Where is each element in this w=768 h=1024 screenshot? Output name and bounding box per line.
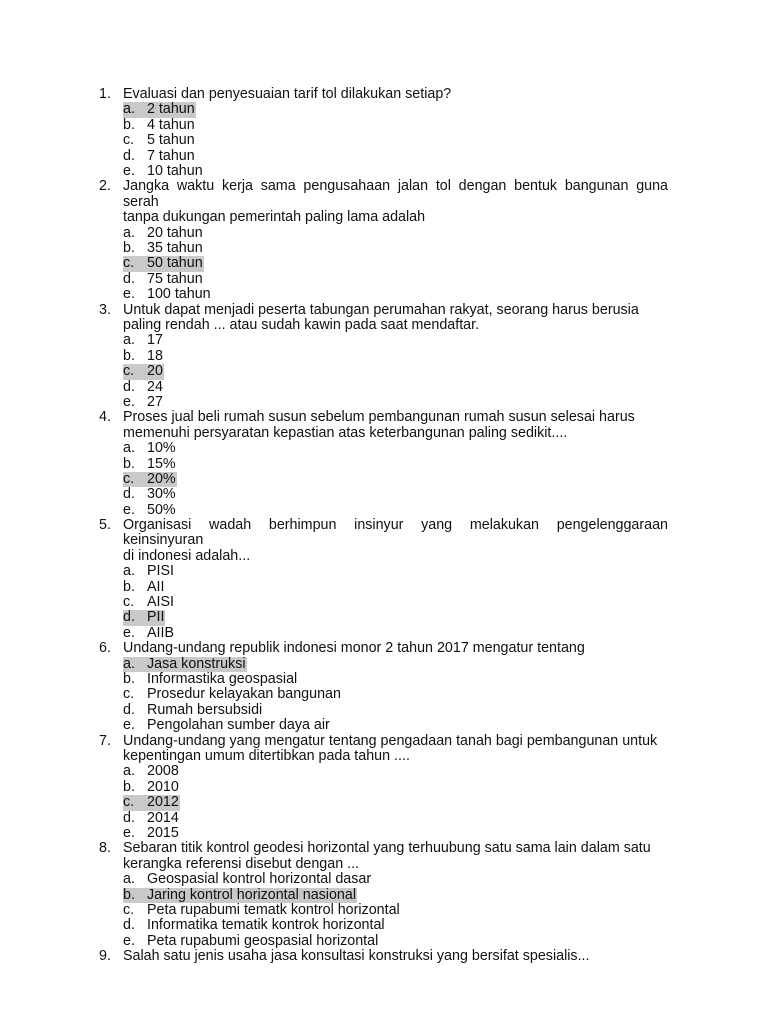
answer-choice [123,457,177,472]
question-4 [0,410,768,518]
highlighted-answer [123,256,204,271]
option-text: 20 [147,363,163,380]
question-number: 9. [99,948,111,965]
question-number: 6. [99,640,111,657]
answer-option-1-c [123,133,768,148]
answer-option-3-c [123,364,768,379]
option-letter: d. [123,701,135,718]
answer-option-5-b [123,580,768,595]
option-text: 5 tahun [147,132,195,149]
answer-option-2-a [123,226,768,241]
answer-choice [123,718,331,733]
question-text: memenuhi persyaratan kepastian atas keterbangunan paling sedikit.... [123,424,568,441]
question-text-line [123,210,668,225]
option-text: PISI [147,563,175,580]
option-text: AISI [147,594,175,611]
option-letter: d. [123,809,135,826]
answer-option-5-d [123,610,768,625]
question-text-line [99,301,668,318]
option-text: Prosedur kelayakan bangunan [147,686,341,703]
answer-option-2-c [123,256,768,271]
question-1 [0,87,768,179]
option-letter: c. [123,470,135,487]
option-letter: e. [123,932,135,949]
highlighted-answer [123,364,164,379]
option-text: 75 tahun [147,270,203,287]
answer-choice [123,687,342,702]
option-letter: c. [123,255,135,272]
question-7 [0,734,768,842]
option-text: 10 tahun [147,162,203,179]
option-letter: b. [123,239,135,256]
option-letter: d. [123,270,135,287]
answer-choice [123,811,180,826]
question-text: Salah satu jenis usaha jasa konsultasi konstruksi yang bersifat spesialis... [123,948,590,965]
question-number: 1. [99,86,111,102]
option-letter: b. [123,116,135,133]
answer-option-7-c [123,795,768,810]
question-6 [0,641,768,733]
answer-option-8-c [123,903,768,918]
answer-option-5-a [123,564,768,579]
question-number: 3. [99,301,111,318]
option-text: 24 [147,378,163,395]
option-text: 2014 [147,809,179,826]
option-text: AII [147,578,165,595]
option-text: Informastika geospasial [147,671,298,688]
option-letter: d. [123,378,135,395]
highlighted-answer [123,102,196,117]
highlighted-answer [123,472,177,487]
option-letter: b. [123,671,135,688]
option-text: 2012 [147,794,179,811]
question-text-line [99,86,668,102]
option-text: Jaring kontrol horizontal nasional [147,886,357,903]
option-text: 2008 [147,763,179,780]
option-letter: a. [123,763,135,780]
option-letter: a. [123,871,135,888]
answer-option-3-b [123,349,768,364]
question-text: kerangka referensi disebut dengan ... [123,855,360,872]
answer-choice [123,149,196,164]
question-text: Evaluasi dan penyesuaian tarif tol dilakukan setiap? [123,86,452,102]
answer-option-4-e [123,503,768,518]
answer-choice [123,241,204,256]
option-letter: a. [123,224,135,241]
highlighted-answer [123,610,165,625]
option-letter: b. [123,455,135,472]
answer-option-4-b [123,457,768,472]
option-letter: d. [123,147,135,164]
question-number: 2. [99,178,111,195]
question-text-line [99,840,668,857]
question-number: 4. [99,409,111,426]
question-5 [0,518,768,641]
option-letter: c. [123,594,135,611]
option-letter: c. [123,686,135,703]
option-text: 17 [147,332,163,349]
question-text-line [123,318,668,333]
option-text: Peta rupabumi tematk kontrol horizontal [147,901,400,918]
option-letter: b. [123,778,135,795]
question-text-line [99,517,668,549]
question-text: Proses jual beli rumah susun sebelum pembangunan rumah susun selesai harus [123,409,635,426]
option-letter: b. [123,347,135,364]
answer-choice [123,672,298,687]
question-3 [0,303,768,411]
answer-option-5-c [123,595,768,610]
answer-option-8-a [123,872,768,887]
answer-option-4-d [123,487,768,502]
answer-option-6-a [123,657,768,672]
option-text: Informatika tematik kontrok horizontal [147,917,385,934]
answer-choice [123,626,175,641]
answer-choice [123,503,177,518]
option-text: 2015 [147,824,179,841]
question-text: di indonesi adalah... [123,547,251,564]
option-text: 2010 [147,778,179,795]
answer-choice [123,118,196,133]
answer-choice [123,395,164,410]
answer-option-4-a [123,441,768,456]
answer-choice [123,349,164,364]
option-letter: c. [123,794,135,811]
question-text: Untuk dapat menjadi peserta tabungan perumahan rakyat, seorang harus berusia [123,301,639,318]
option-text: 30% [147,486,176,503]
option-letter: a. [123,655,135,672]
answer-choice [123,764,180,779]
answer-choice [123,164,204,179]
answer-choice [123,918,386,933]
option-text: 27 [147,393,163,410]
option-letter: d. [123,917,135,934]
question-text: paling rendah ... atau sudah kawin pada saat mendaftar. [123,316,480,333]
answer-choice [123,487,177,502]
answer-choice [123,287,212,302]
question-text-line [99,732,668,749]
option-letter: b. [123,578,135,595]
answer-choice [123,903,401,918]
answer-option-8-e [123,934,768,949]
question-text: Undang-undang yang mengatur tentang pengadaan tanah bagi pembangunan untuk [123,732,658,749]
option-text: 20% [147,470,176,487]
option-text: 7 tahun [147,147,195,164]
option-text: PII [147,609,165,626]
option-letter: e. [123,501,135,518]
option-text: 20 tahun [147,224,203,241]
answer-option-4-c [123,472,768,487]
option-text: 100 tahun [147,286,211,303]
answer-choice [123,226,204,241]
option-letter: b. [123,886,135,903]
option-letter: c. [123,132,135,149]
answer-option-7-a [123,764,768,779]
question-text-line [99,409,668,426]
option-letter: e. [123,162,135,179]
answer-option-2-e [123,287,768,302]
answer-option-2-d [123,272,768,287]
answer-option-3-a [123,333,768,348]
question-text: Jangka waktu kerja sama pengusahaan jalan tol dengan bentuk bangunan guna serah [123,178,668,210]
option-letter: a. [123,101,135,118]
quiz-document [0,87,768,965]
question-8 [0,841,768,949]
answer-option-8-b [123,888,768,903]
question-text-line [123,749,668,764]
answer-option-6-d [123,703,768,718]
answer-option-1-d [123,149,768,164]
answer-choice [123,380,164,395]
question-text: Organisasi wadah berhimpun insinyur yang melakukan pengelenggaraan keinsinyuran [123,517,668,549]
answer-choice [123,272,204,287]
answer-option-7-d [123,811,768,826]
option-text: Rumah bersubsidi [147,701,263,718]
question-9 [0,949,768,964]
option-letter: d. [123,486,135,503]
question-text-line [99,178,668,210]
question-text-line [99,948,668,965]
option-text: 35 tahun [147,239,203,256]
highlighted-answer [123,888,357,903]
answer-choice [123,580,165,595]
option-letter: c. [123,363,135,380]
answer-choice [123,703,263,718]
option-letter: e. [123,286,135,303]
option-letter: c. [123,901,135,918]
answer-choice [123,934,379,949]
answer-choice [123,564,175,579]
option-letter: a. [123,563,135,580]
option-letter: a. [123,332,135,349]
option-text: 2 tahun [147,101,195,118]
option-letter: e. [123,824,135,841]
question-text-line [99,640,668,657]
highlighted-answer [123,657,247,672]
option-text: 4 tahun [147,116,195,133]
answer-option-2-b [123,241,768,256]
option-text: Peta rupabumi geospasial horizontal [147,932,379,949]
answer-choice [123,333,164,348]
question-text-line [123,426,668,441]
answer-option-5-e [123,626,768,641]
option-text: 15% [147,455,176,472]
answer-option-6-b [123,672,768,687]
answer-choice [123,133,196,148]
option-letter: e. [123,393,135,410]
option-text: 10% [147,440,176,457]
option-letter: e. [123,624,135,641]
option-text: 18 [147,347,163,364]
option-letter: e. [123,717,135,734]
answer-option-1-a [123,102,768,117]
question-text: Undang-undang republik indonesi monor 2 tahun 2017 mengatur tentang [123,640,585,657]
answer-choice [123,826,180,841]
question-text: Sebaran titik kontrol geodesi horizontal yang terhuubung satu sama lain dalam satu [123,840,651,857]
answer-choice [123,595,175,610]
answer-option-1-b [123,118,768,133]
option-text: Pengolahan sumber daya air [147,717,330,734]
option-letter: a. [123,440,135,457]
option-text: 50 tahun [147,255,203,272]
option-text: Jasa konstruksi [147,655,246,672]
answer-choice [123,780,180,795]
answer-option-1-e [123,164,768,179]
question-text: kepentingan umum ditertibkan pada tahun .... [123,748,410,764]
answer-option-6-e [123,718,768,733]
question-number: 7. [99,732,111,749]
answer-option-6-c [123,687,768,702]
option-letter: d. [123,609,135,626]
answer-option-7-e [123,826,768,841]
answer-choice [123,872,372,887]
answer-choice [123,441,177,456]
question-text: tanpa dukungan pemerintah paling lama adalah [123,209,426,226]
question-text-line [123,857,668,872]
question-2 [0,179,768,302]
highlighted-answer [123,795,180,810]
option-text: 50% [147,501,176,518]
answer-option-3-e [123,395,768,410]
option-text: Geospasial kontrol horizontal dasar [147,871,372,888]
question-number: 8. [99,840,111,857]
question-text-line [123,549,668,564]
answer-option-7-b [123,780,768,795]
option-text: AIIB [147,624,175,641]
question-number: 5. [99,517,111,534]
answer-option-8-d [123,918,768,933]
answer-option-3-d [123,380,768,395]
